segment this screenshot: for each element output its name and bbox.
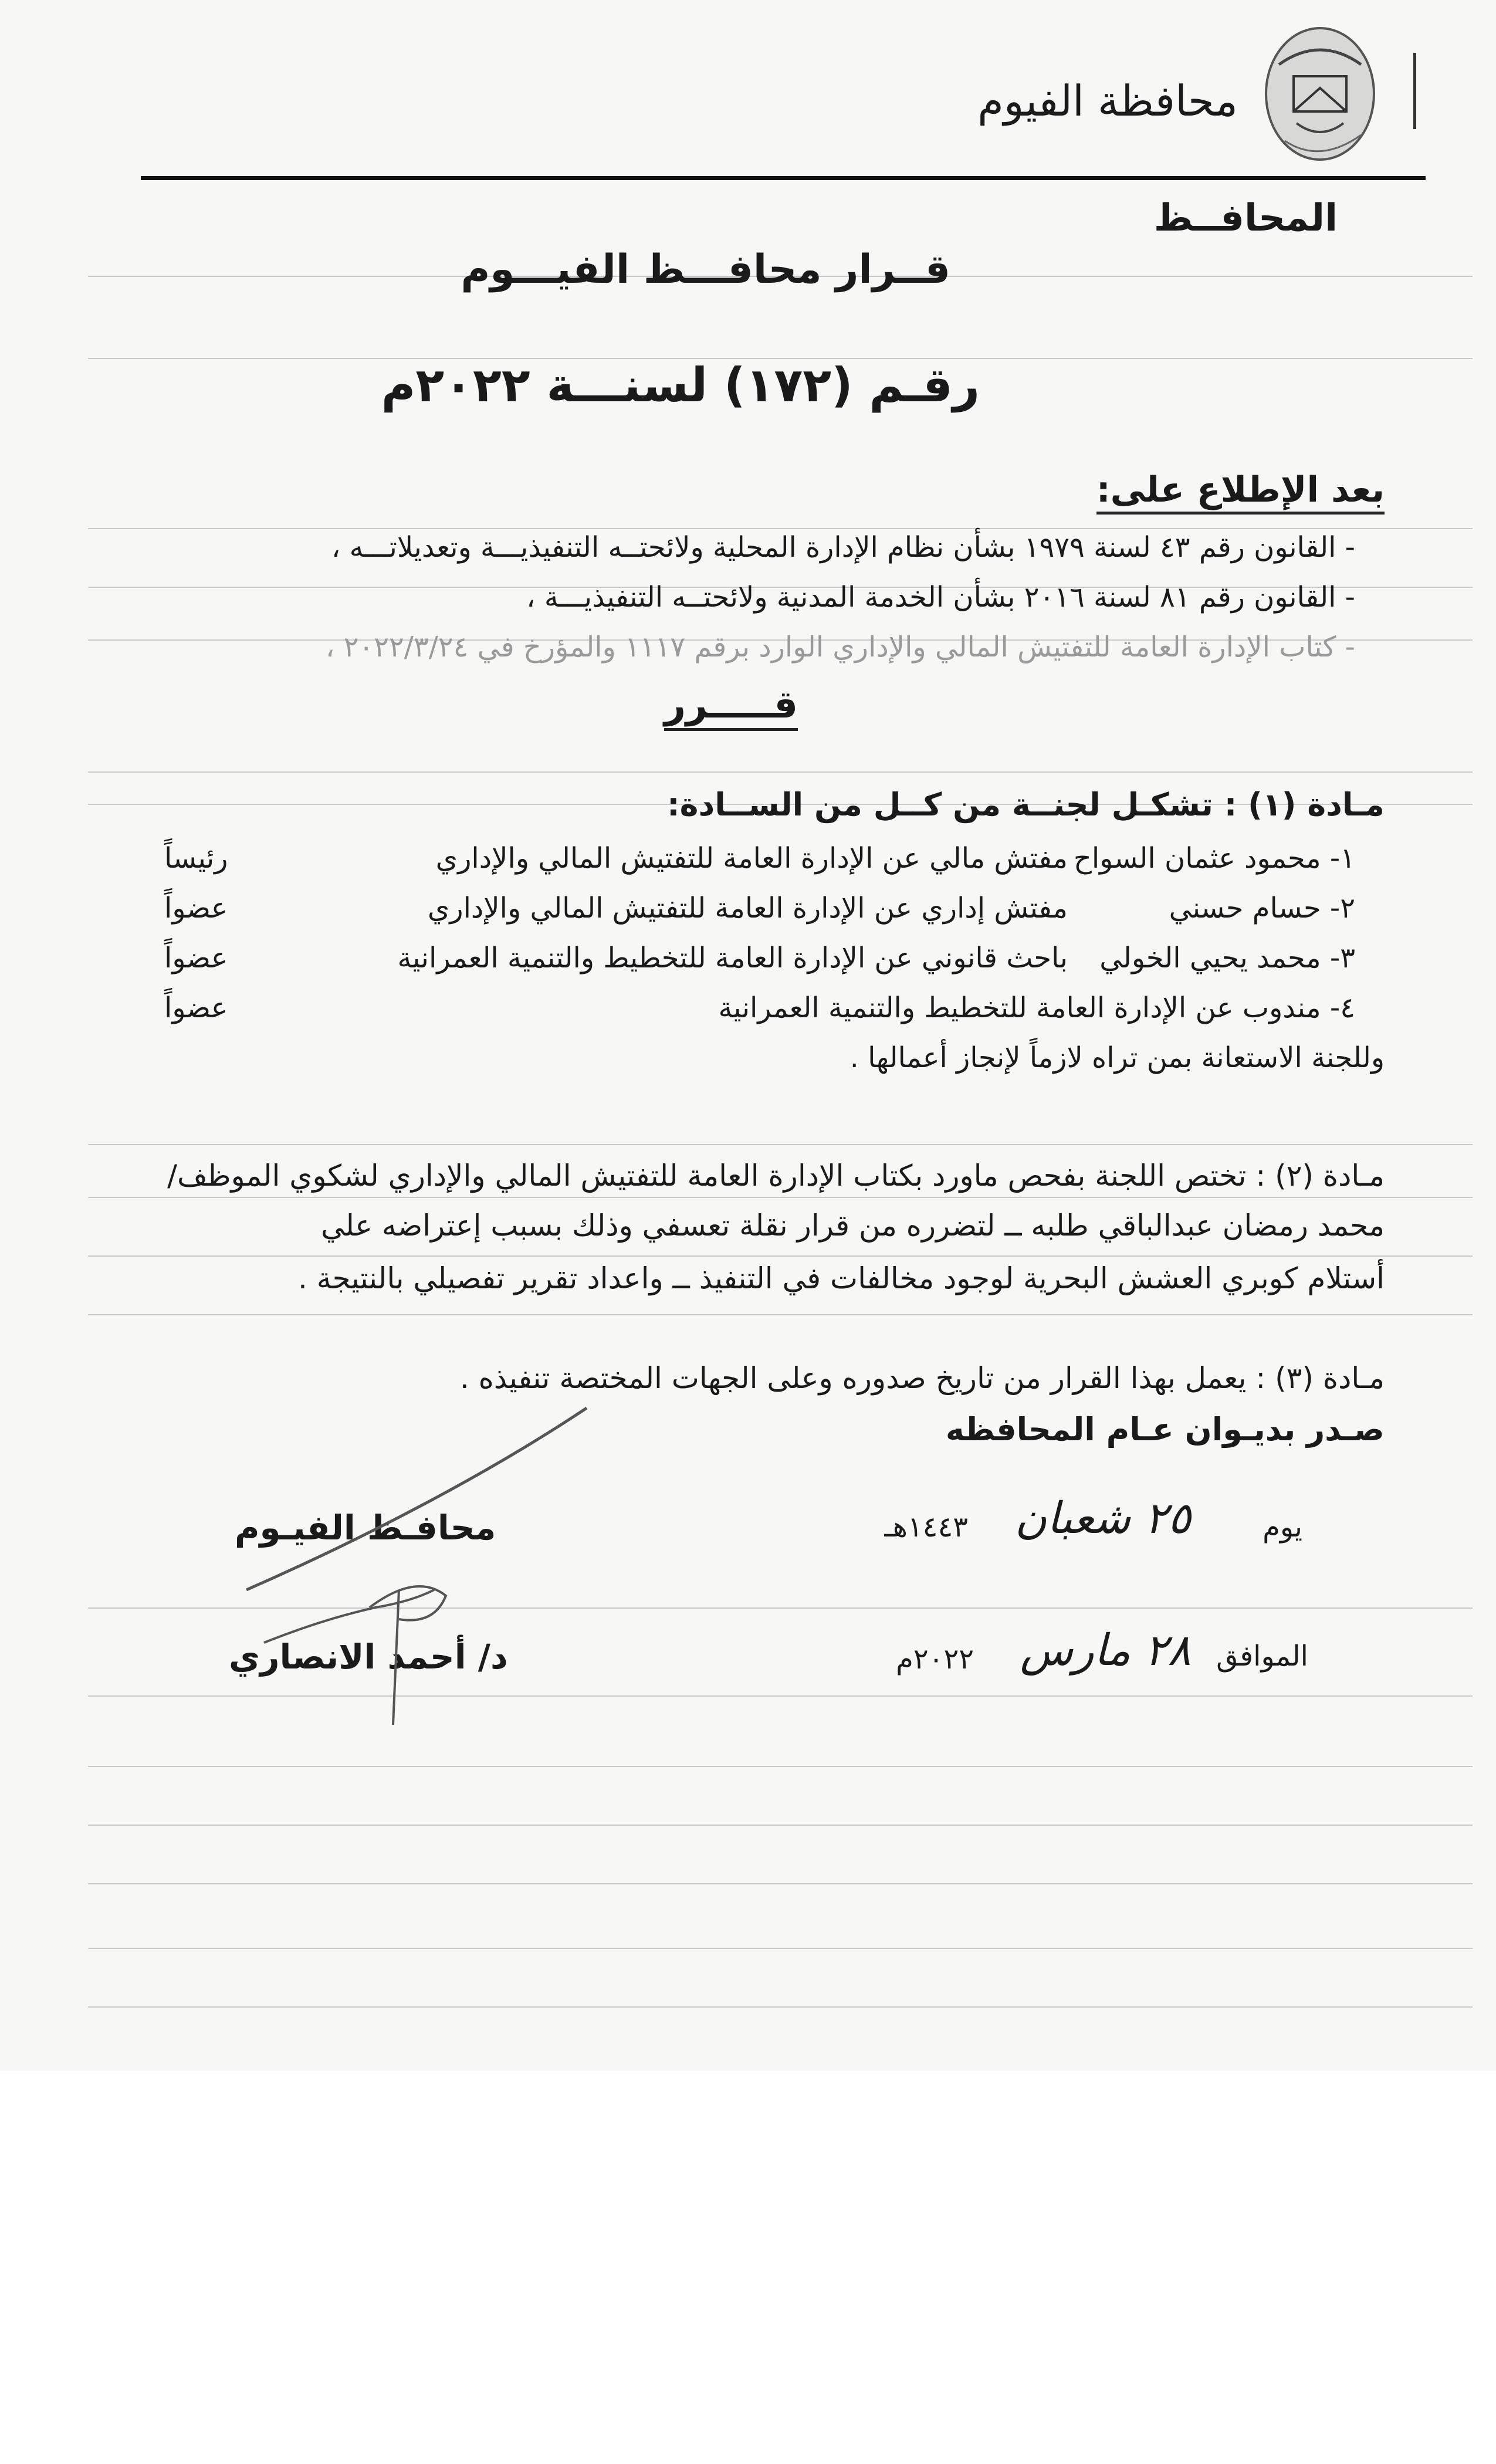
ruled-line	[88, 1197, 1473, 1198]
article-2-line: أستلام كوبري العشش البحرية لوجود مخالفات في التنفيذ ــ واعداد تقرير تفصيلي بالنتيجة .	[297, 1261, 1385, 1295]
article-2-line: محمد رمضان عبدالباقي طلبه ــ لتضرره من قرار نقلة تعسفي وذلك بسبب إعتراضه علي	[320, 1209, 1385, 1243]
article-2-line: مـادة (٢) : تختص اللجنة بفحص ماورد بكتاب الإدارة العامة للتفتيش المالي والإداري لشكوي الموظف/	[167, 1159, 1385, 1193]
member-name: ٢- حسام حسني	[1169, 892, 1355, 925]
ruled-line	[88, 1766, 1473, 1767]
member-role: رئيساً	[164, 842, 228, 875]
signatory-name: د/ أحمد الانصاري	[229, 1637, 508, 1677]
ruled-line	[88, 2006, 1473, 2008]
member-role: عضواً	[164, 991, 228, 1024]
ruled-line	[88, 1948, 1473, 1949]
member-title: مفتش إداري عن الإدارة العامة للتفتيش المالي والإداري	[427, 892, 1068, 925]
office-title: المحافــظ	[1153, 197, 1338, 240]
ruled-line	[88, 771, 1473, 773]
preamble-item: - القانون رقم ٤٣ لسنة ١٩٧٩ بشأن نظام الإدارة المحلية ولائحتــه التنفيذيـــة وتعديلاتـــه ،	[331, 531, 1355, 564]
member-title: باحث قانوني عن الإدارة العامة للتخطيط والتنمية العمرانية	[397, 942, 1068, 974]
handwritten-signature	[223, 1396, 598, 1748]
ruled-line	[88, 1883, 1473, 1884]
gregorian-prefix: الموافق	[1216, 1640, 1308, 1673]
ruled-line	[88, 1144, 1473, 1145]
issued-at: صـدر بديـوان عـام المحافظه	[945, 1411, 1385, 1448]
hijri-prefix: يوم	[1263, 1511, 1302, 1544]
member-role: عضواً	[164, 892, 228, 925]
preamble-heading: بعد الإطلاع على:	[1096, 469, 1385, 515]
header-divider	[141, 176, 1426, 180]
ruled-line	[88, 1314, 1473, 1315]
hijri-date-handwritten: ٢٥ شعبان	[1015, 1493, 1191, 1544]
ruled-line	[88, 1825, 1473, 1826]
member-name: ٤- مندوب عن الإدارة العامة للتخطيط والتنمية العمرانية	[718, 991, 1355, 1024]
governorate-seal-logo	[1261, 23, 1379, 164]
gregorian-date-handwritten: ٢٨ مارس	[1020, 1625, 1191, 1676]
ruled-line	[88, 1255, 1473, 1257]
member-name: ١- محمود عثمان السواح	[1073, 842, 1355, 875]
article-1-heading: مـادة (١) : تشكـل لجنــة من كــل من الســادة:	[667, 786, 1385, 823]
member-name: ٣- محمد يحيي الخولي	[1099, 942, 1355, 974]
decision-number: رقـم (١٧٢) لسنـــة ٢٠٢٢م	[381, 358, 980, 412]
member-title: مفتش مالي عن الإدارة العامة للتفتيش المالي والإداري	[435, 842, 1068, 875]
article-1-note: وللجنة الاستعانة بمن تراه لازماً لإنجاز أعمالها .	[849, 1041, 1385, 1074]
signatory-title: محافـظ الفيـوم	[235, 1508, 496, 1548]
governorate-name: محافظة الفيوم	[977, 76, 1238, 126]
decision-title: قــرار محافـــظ الفيـــوم	[461, 246, 950, 293]
ruled-line	[88, 528, 1473, 529]
hijri-year: ١٤٤٣هـ	[884, 1511, 968, 1544]
preamble-item: - القانون رقم ٨١ لسنة ٢٠١٦ بشأن الخدمة المدنية ولائحتــه التنفيذيـــة ،	[526, 581, 1355, 614]
preamble-item-faded: - كتاب الإدارة العامة للتفتيش المالي والإداري الوارد برقم ١١١٧ والمؤرخ في ٢٠٢٢/٣/٢٤ ،	[325, 631, 1355, 664]
page-edge-mark	[1413, 53, 1416, 129]
member-role: عضواً	[164, 942, 228, 974]
article-3-text: مـادة (٣) : يعمل بهذا القرار من تاريخ صدوره وعلى الجهات المختصة تنفيذه .	[459, 1361, 1385, 1395]
gregorian-year: ٢٠٢٢م	[896, 1643, 974, 1676]
resolution-heading: قـــــرر	[664, 683, 798, 731]
